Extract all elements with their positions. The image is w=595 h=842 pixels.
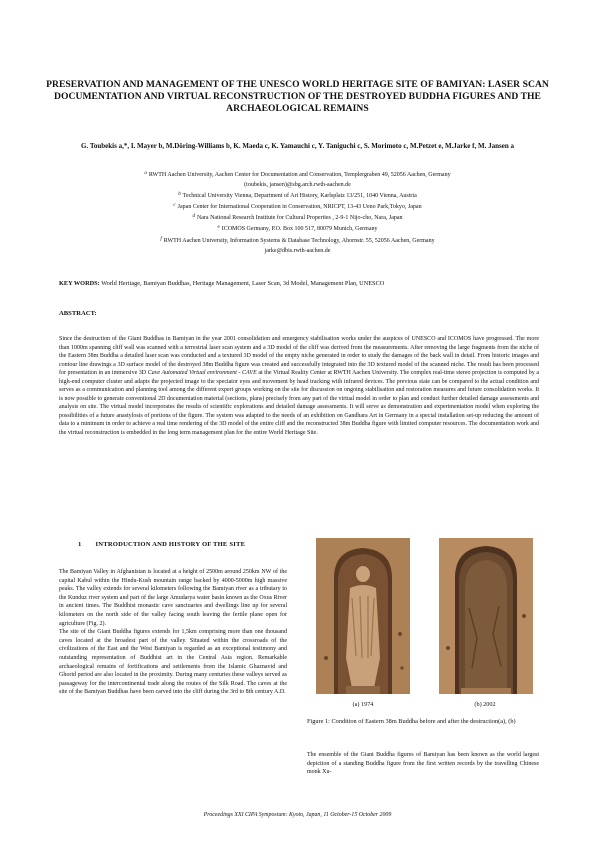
paper-title: PRESERVATION AND MANAGEMENT OF THE UNESCO WORLD HERITAGE SITE OF BAMIYAN: LASER SCAN DOCUMENTATION AND VIRTUAL RECONSTRUCTION OF THE DESTROYED BUDDHA FIGURES AND THE ARCHAEOLOGICAL REMAINS — [46, 79, 549, 114]
section-title: INTRODUCTION AND HISTORY OF THE SITE — [95, 541, 246, 548]
affiliation-line: $^c$ Japan Center for International Cooperation in Conservation, NRICPT, 13-43 Ueno Park,Tokyo, Japan — [173, 203, 422, 211]
affiliation-line: $^d$ Nara National Research Institute for Cultural Properties , 2-9-1 Nijo-cho, Nara, Japan — [192, 214, 403, 222]
keywords — [59, 279, 539, 288]
affiliation-line: $^a$ RWTH Aachen University, Aachen Center for Documentation and Conservation, Templergraben 49, 52056 Aachen, Germany — [144, 171, 451, 178]
page-footer: Proceedings XXI CIPA Symposium: Kyoto, Japan, 11 October-15 October 2009 — [203, 812, 392, 818]
affiliation-email: (toubekis, jansen)@sbg.arch.rwth-aachen.de — [244, 182, 351, 189]
affiliation-line: $^f$ RWTH Aachen University, Information Systems & Database Technology, Ahornstr. 55, 52056 Aachen, Germany — [160, 236, 435, 244]
author-list: G. Toubekis a,*, I. Mayer b, M.Döring-Williams b, K. Maeda c, K. Yamauchi c, Y. Taniguchi c, S. Morimoto c, M.Petzet e, M.Jarke f, M. Jansen a — [81, 142, 514, 150]
intro-paragraph: The Bamiyan Valley in Afghanistan is located at a height of 2500m around 250km NW of the capital Kabul within the Hindu-Kush mountain range backed by 4000-5000m high massive peaks. The valley extends for several kilometers following the Bamiyan river as a tributary to the Kunduz river system and part of the large Amudarya water basin known as the Oxus River in ancient times. The Buddhist monastic cave sanctuaries and dwellings line up for several kilometers on the north side of the valley facing south leaving the fertile plane open for agriculture (Fig. 2). — [59, 569, 287, 627]
intro-column — [59, 568, 287, 697]
affiliation-list — [45, 169, 550, 256]
right-column-paragraph: The ensemble of the Giant Buddha figures of Bamiyan has been known as the world largest depiction of a standing Buddha figure from the first written records by the travelling Chinese monk Xu- — [307, 752, 539, 776]
buddha-2002-photo — [439, 538, 533, 694]
abstract-heading: ABSTRACT: — [59, 310, 97, 317]
abstract-body: Since the destruction of the Giant Buddhas in Bamiyan in the year 2001 consolidation and emergency stabilisation works under the auspices of UNESCO and ICOMOS have progressed. The more than 1000m spanning cliff wall was scanned with a terrestrial laser scan system and a 3D model of the cliff was derived from the measurements. After removing the large fragments from the niche of the Eastern 38m Buddha a detailed laser scan was conducted and a textured 3D model of the empty niche generated in order to study the damages of the back wall in detail. From historic images and contour line drawings a 3D surface model of the destroyed 38m Buddha figure was created and successfully integrated into the 3D textured model of the scanned niche. The result has been processed for presentation in an immersive 3D Cave Automated Virtual environment - CAVE at the Virtual Reality Center at RWTH Aachen University. The complex real-time stereo projection is computed by a high-end computer cluster and adapts the projected image to the spectator eyes and movement by head tracking with infrared devices. The previous state can be compared to the actual condition and serves as a communication and planning tool among the different expert groups working on the site for discussion on ongoing stabilisation and restoration measures and future consolidation works. It is now possible to generate conventional 2D documentation material (sections, plans) precisely from any part of the virtual model in order to plan and conduct further detailed damage assessments and analysis on site. The virtual model incorporates the results of scientific explorations and detailed damage assessments. It will serve as demonstration and experimentation model when exploring the possibilities of a future anastylosis of portions of the figure. The system was adapted to the needs of an exhibition on Gandhara Art in Germany in a special installation set-up reducing the amount of data to a minimum in order to achieve a real time rendering of the 3D model of the entire cliff and the reconstructed 38m Buddha figure with limited computer resources. The documentation work and the virtual reconstruction is embedded in the long term management plan for the entire World Heritage Site. — [59, 336, 539, 437]
figure-buddha-2002 — [439, 538, 533, 694]
buddha-1974-photo — [316, 538, 410, 694]
affiliation-email: jarke@dbis.rwth-aachen.de — [264, 247, 331, 254]
section-heading — [78, 541, 259, 548]
figure-label-b: (b) 2002 — [474, 701, 496, 708]
section-number: 1 — [78, 541, 82, 548]
affiliation-line: $^b$ Technical University Vienna, Department of Art History, Karlsplatz 13/251, 1040 Vienna, Austria — [178, 192, 417, 200]
intro-paragraph: The site of the Giant Buddha figures extends for 1,5km comprising more than one thousand caves located at the broadest part of the valley. Situated within the crossroads of the civilizations of the East and the West Bamiyan is regarded as an exceptional testimony and outstanding representation of Buddhist art in the Central Asia region. Remarkable archaeological remains of fortifications and settlements from the Islamic Ghaznavid and Ghorid period are also located in the proximity. During many centuries these valleys served as passageway for the intercontinental trade along the routes of the Silk Road. The caves at the site of the Bamiyan Buddhas have been carved into the cliff during the 3rd to 8th century A.D. — [59, 629, 287, 696]
figure-buddha-1974 — [316, 538, 410, 694]
keywords-label: KEY WORDS: — [59, 280, 100, 287]
figure-caption: Figure 1: Condition of Eastern 38m Buddha before and after the destruction(a), (b) — [307, 718, 516, 725]
keywords-text: World Heritage, Bamiyan Buddhas, Heritage Management, Laser Scan, 3d Model, Management Plan, UNESCO — [99, 280, 385, 287]
figure-label-a: (a) 1974 — [352, 701, 374, 708]
affiliation-line: $^e$ ICOMOS Germany, P.O. Box 100 517, 80079 Munich, Germany — [217, 225, 378, 233]
